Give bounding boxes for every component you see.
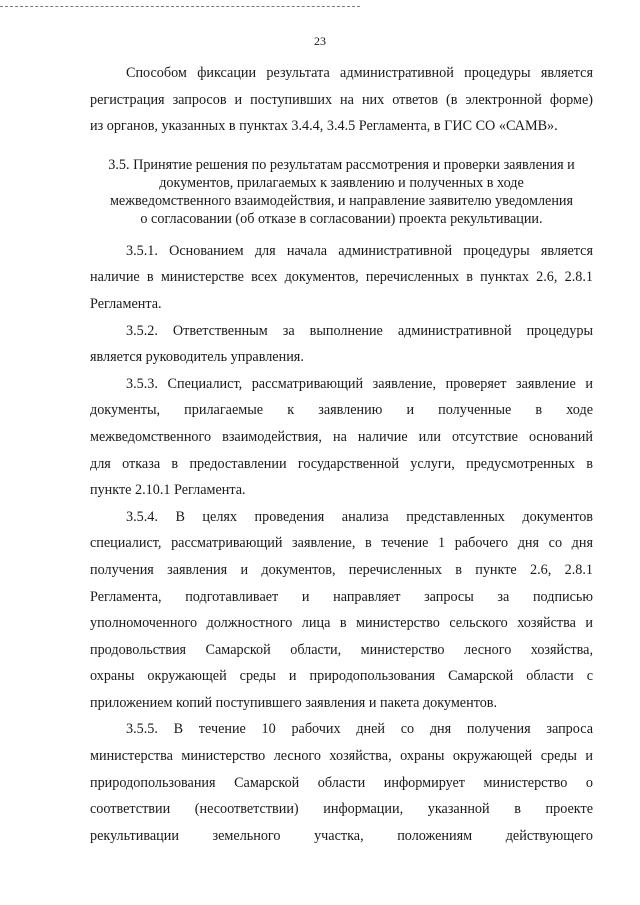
heading-line: документов, прилагаемых к заявлению и полученных в ходе bbox=[159, 174, 524, 191]
paragraph-3-5-1 bbox=[90, 238, 593, 318]
text-line: для отказа в предоставлении государственной услуги, предусмотренных в bbox=[90, 455, 593, 472]
text-line: природопользования Самарской области информирует министерство о bbox=[90, 774, 593, 791]
text-line: из органов, указанных в пунктах 3.4.4, 3.4.5 Регламента, в ГИС СО «САМВ». bbox=[90, 118, 558, 135]
page-number: 23 bbox=[314, 34, 326, 48]
text-line: 3.5.4. В целях проведения анализа представленных документов bbox=[126, 508, 593, 525]
paragraph-3-5-3 bbox=[90, 371, 593, 504]
text-line: 3.5.2. Ответственным за выполнение административной процедуры bbox=[126, 322, 593, 339]
text-line: продовольствия Самарской области, министерство лесного хозяйства, bbox=[90, 641, 593, 658]
text-line: Регламента, подготавливает и направляет запросы за подписью bbox=[90, 588, 593, 605]
text-line: Способом фиксации результата административной процедуры является bbox=[126, 65, 593, 81]
text-line: пункте 2.10.1 Регламента. bbox=[90, 482, 246, 499]
heading-line: 3.5. Принятие решения по результатам рассмотрения и проверки заявления и bbox=[108, 156, 575, 173]
text-line: документы, прилагаемые к заявлению и полученные в ходе bbox=[90, 402, 593, 419]
text-line: наличие в министерстве всех документов, перечисленных в пунктах 2.6, 2.8.1 bbox=[90, 269, 593, 286]
text-line: 3.5.5. В течение 10 рабочих дней со дня получения запроса bbox=[126, 721, 593, 738]
text-line: соответствии (несоответствии) информации, указанной в проекте bbox=[90, 801, 593, 818]
paragraph-3-5-4 bbox=[90, 504, 593, 717]
text-line: Регламента. bbox=[90, 295, 162, 312]
section-heading-3-5 bbox=[90, 156, 593, 228]
text-line: специалист, рассматривающий заявление, в течение 1 рабочего дня со дня bbox=[90, 535, 593, 552]
text-line: 3.5.3. Специалист, рассматривающий заявление, проверяет заявление и bbox=[126, 375, 593, 392]
text-line: охраны окружающей среды и природопользования Самарской области с bbox=[90, 668, 593, 685]
text-line: рекультивации земельного участка, положениям действующего bbox=[90, 827, 593, 844]
top-dashed-rule bbox=[0, 6, 360, 7]
text-line: уполномоченного должностного лица в министерство сельского хозяйства и bbox=[90, 615, 593, 632]
intro-paragraph bbox=[90, 60, 593, 140]
text-line: 3.5.1. Основанием для начала административной процедуры является bbox=[126, 242, 593, 259]
text-line: приложением копий поступившего заявления и пакета документов. bbox=[90, 694, 498, 711]
text-line: регистрация запросов и поступивших на них ответов (в электронной форме) bbox=[90, 91, 593, 108]
paragraph-3-5-5 bbox=[90, 716, 593, 849]
text-line: получения заявления и документов, перечисленных в пункте 2.6, 2.8.1 bbox=[90, 561, 593, 578]
text-line: межведомственного взаимодействия, на наличие или отсутствие оснований bbox=[90, 428, 593, 445]
heading-line: о согласовании (об отказе в согласовании) проекта рекультивации. bbox=[140, 210, 543, 227]
heading-line: межведомственного взаимодействия, и направление заявителю уведомления bbox=[109, 192, 574, 209]
text-line: является руководитель управления. bbox=[90, 349, 304, 366]
text-line: министерства министерство лесного хозяйства, охраны окружающей среды и bbox=[90, 748, 593, 765]
document-body bbox=[90, 60, 593, 849]
paragraph-3-5-2 bbox=[90, 318, 593, 371]
